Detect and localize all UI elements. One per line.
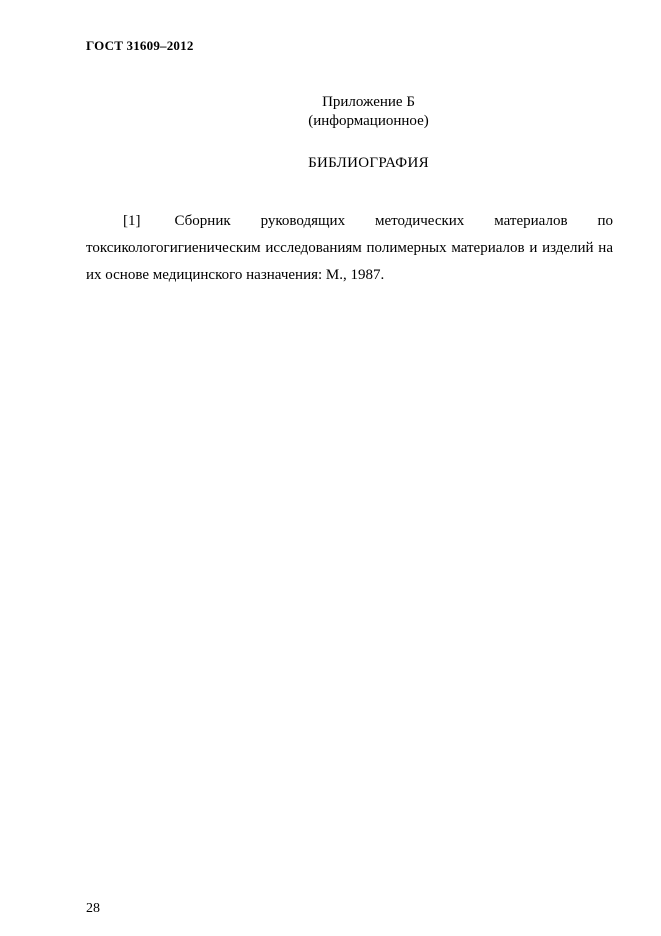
appendix-subtitle: (информационное) [308, 113, 429, 129]
section-heading [0, 155, 661, 172]
document-code: ГОСТ 31609–2012 [86, 38, 194, 53]
appendix-heading [0, 93, 661, 131]
section-title: БИБЛИОГРАФИЯ [308, 155, 429, 171]
bibliography-entry-number: [1] [123, 213, 141, 229]
appendix-title: Приложение Б [322, 94, 415, 110]
bibliography-entry-text: Сборник руководящих методических материалов по токсикологогигиеническим исследованиям полимерных материалов и изделий на их основе медицинского назначения: М., 1987. [86, 213, 614, 283]
bibliography-entry [86, 208, 613, 289]
page-number: 28 [86, 901, 100, 916]
